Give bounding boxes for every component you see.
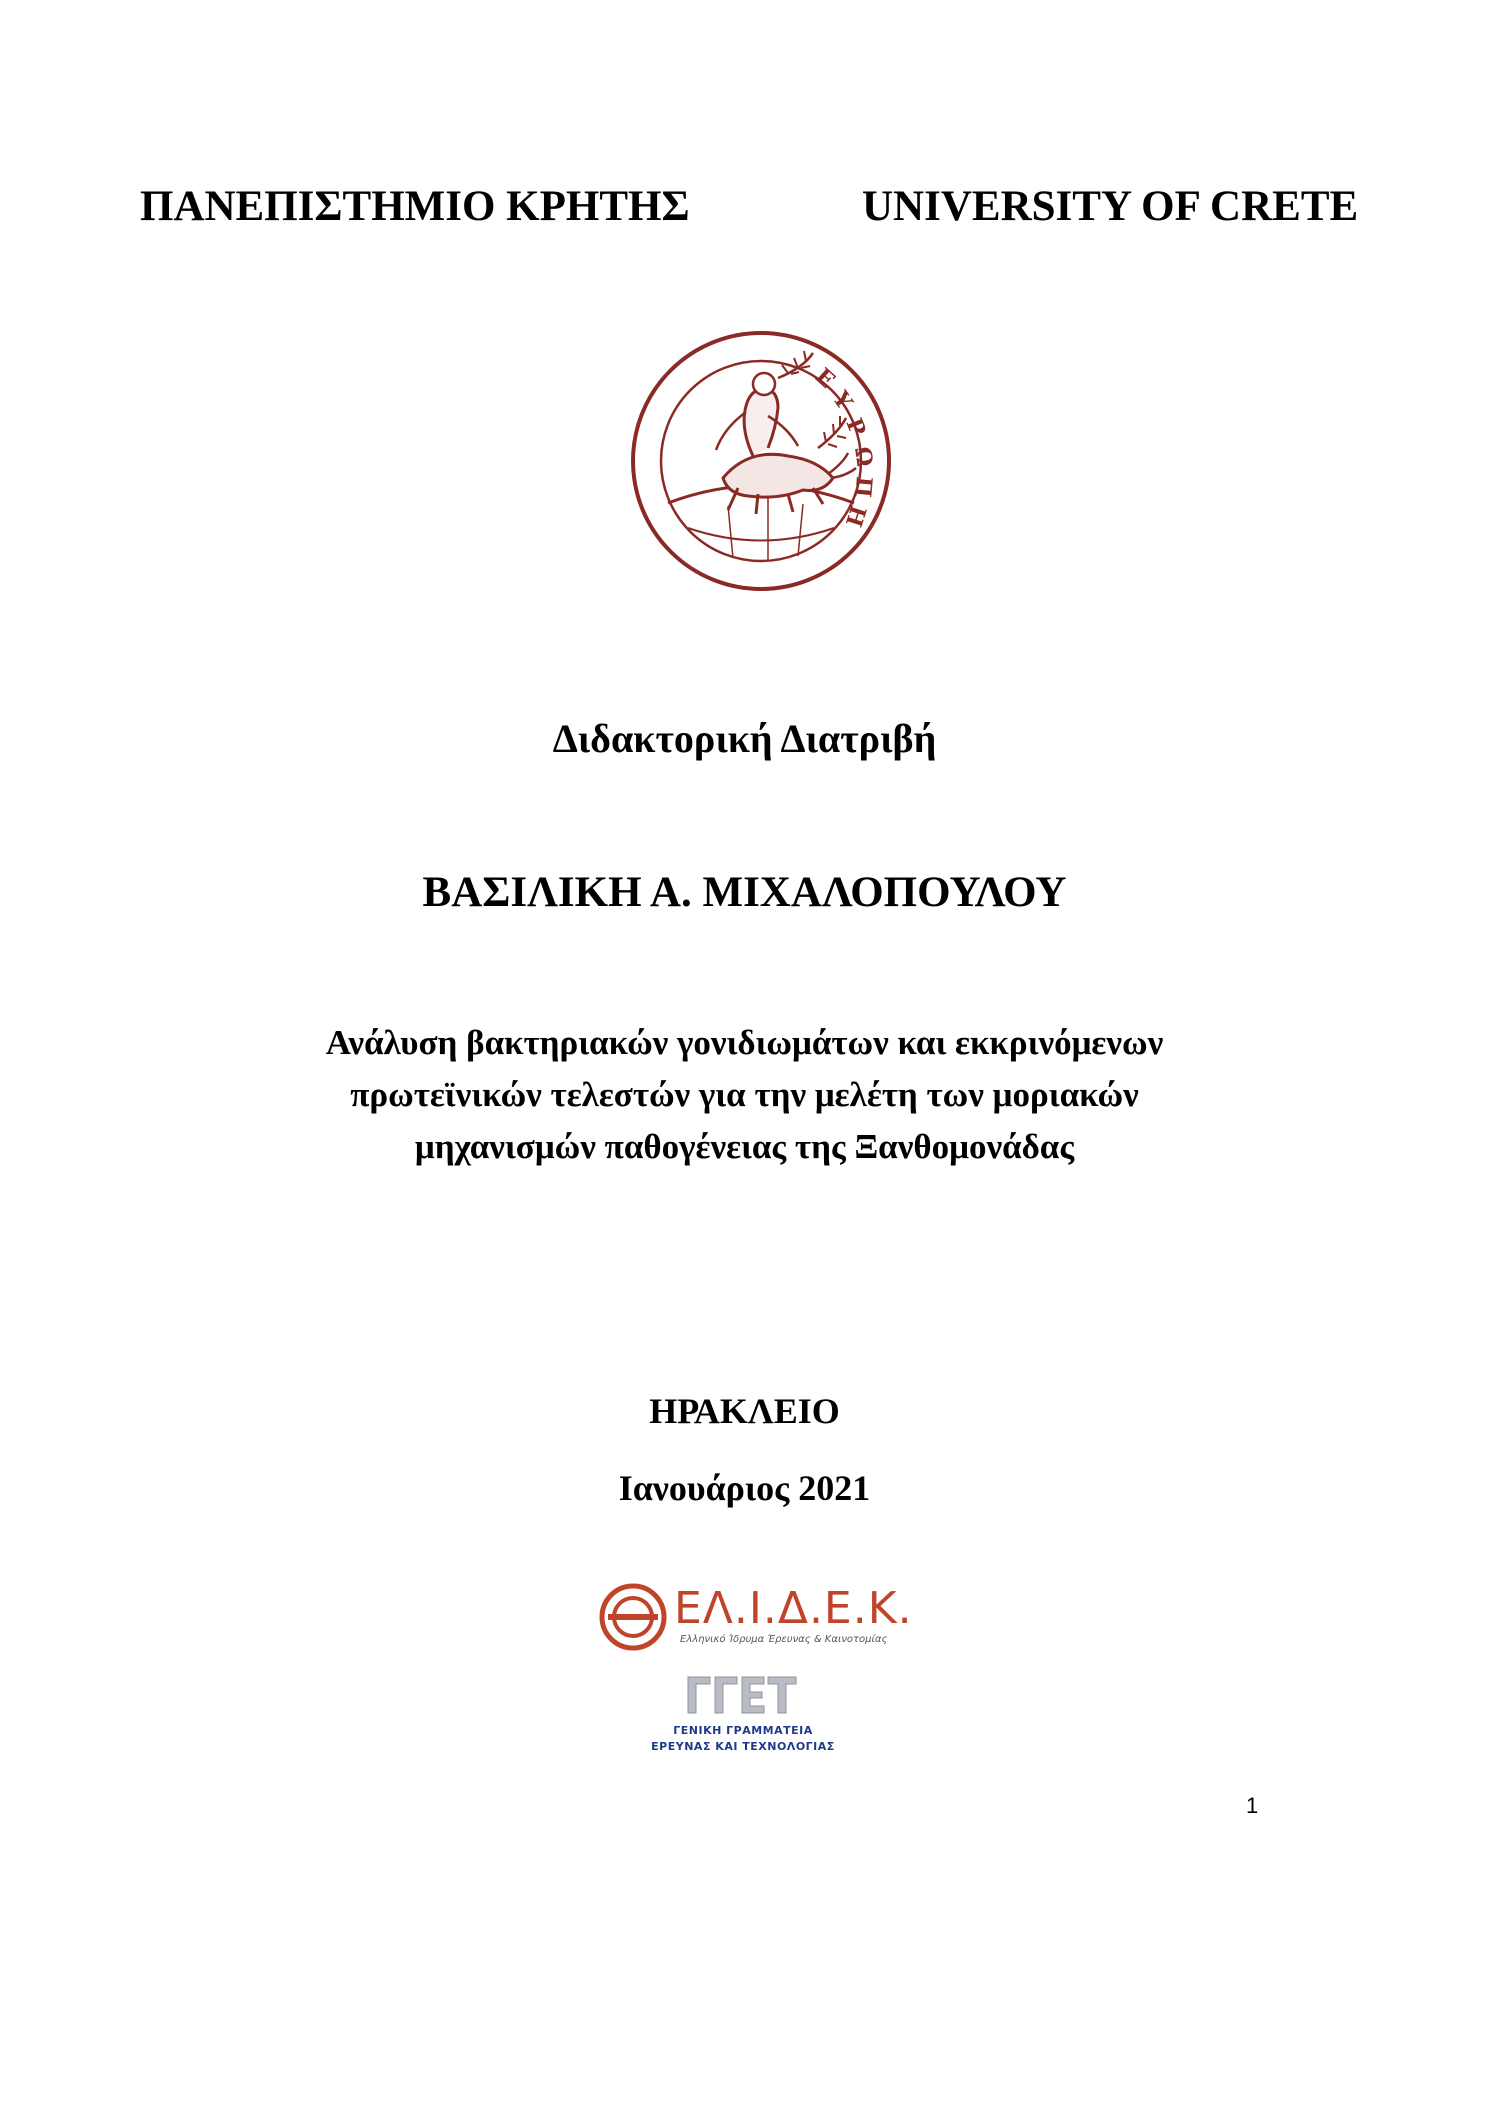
gget-logo <box>648 1675 848 1775</box>
svg-text:Ε: Ε <box>809 363 840 394</box>
university-name-greek: ΠΑΝΕΠΙΣΤΗΜΙΟ ΚΡΗΤΗΣ <box>140 183 690 230</box>
gget-emblem-icon <box>686 1675 798 1715</box>
thesis-title-line: πρωτεϊνικών τελεστών για την μελέτη των μοριακών <box>350 1075 1139 1114</box>
thesis-title <box>0 1017 1489 1173</box>
date: Ιανουάριος 2021 <box>618 1468 871 1508</box>
page-number: 1 <box>1246 1793 1259 1818</box>
elidek-name: ΕΛ.Ι.Δ.Ε.Κ. <box>674 1583 913 1634</box>
elidek-emblem-icon <box>598 1582 668 1652</box>
elidek-logo <box>598 1582 913 1654</box>
university-of-crete-seal-icon <box>628 328 894 594</box>
elidek-subtitle: Ελληνικό Ίδρυμα Έρευνας & Καινοτομίας <box>680 1634 888 1645</box>
svg-text:Ω: Ω <box>849 445 878 469</box>
svg-text:Υ: Υ <box>827 386 858 415</box>
svg-text:Η: Η <box>839 502 872 530</box>
author-name: ΒΑΣΙΛΙΚΗ Α. ΜΙΧΑΛΟΠΟΥΛΟΥ <box>422 869 1067 916</box>
university-name-english: UNIVERSITY OF CRETE <box>862 183 1359 230</box>
svg-text:Π: Π <box>849 475 877 499</box>
city: ΗΡΑΚΛΕΙΟ <box>649 1391 840 1431</box>
gget-line-2: ΕΡΕΥΝΑΣ ΚΑΙ ΤΕΧΝΟΛΟΓΙΑΣ <box>651 1740 835 1753</box>
gget-line-1: ΓΕΝΙΚΗ ΓΡΑΜΜΑΤΕΙΑ <box>673 1724 813 1737</box>
thesis-title-line: Ανάλυση βακτηριακών γονιδιωμάτων και εκκρινόμενων <box>325 1023 1164 1062</box>
document-type: Διδακτορική Διατριβή <box>552 716 937 761</box>
svg-text:Ρ: Ρ <box>840 414 871 440</box>
thesis-title-line: μηχανισμών παθογένειας της Ξανθομονάδας <box>414 1127 1075 1166</box>
